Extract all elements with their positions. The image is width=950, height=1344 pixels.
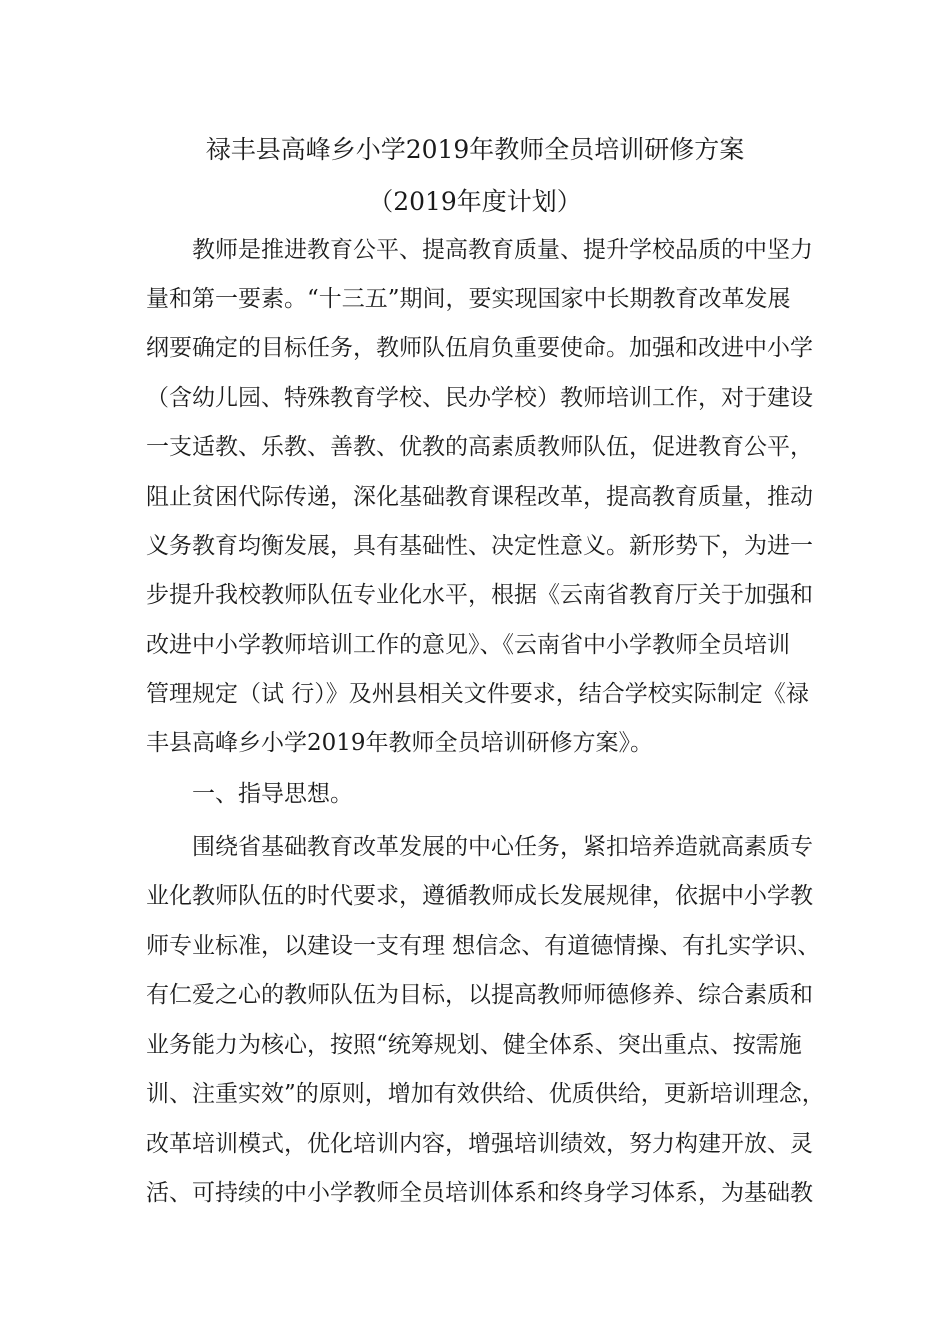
paragraph-line: 义务教育均衡发展，具有基础性、决定性意义。新形势下，为进一 [146, 533, 813, 559]
paragraph-line: 改进中小学教师培训工作的意见》、《云南省中小学教师全员培训 [146, 632, 790, 658]
paragraph-line: 阻止贫困代际传递，深化基础教育课程改革，提高教育质量，推动 [146, 484, 813, 510]
paragraph-line: 改革培训模式，优化培训内容，增强培训绩效，努力构建开放、灵 [146, 1131, 813, 1157]
paragraph-line: 围绕省基础教育改革发展的中心任务，紧扣培养造就高素质专 [192, 834, 813, 860]
paragraph-line: 管理规定（试 行）》及州县相关文件要求，结合学校实际制定《禄 [146, 681, 809, 707]
paragraph-line: 步提升我校教师队伍专业化水平，根据《云南省教育厅关于加强和 [146, 582, 813, 608]
paragraph-line: 一支适教、乐教、善教、优教的高素质教师队伍，促进教育公平， [146, 434, 813, 460]
paragraph-line: 纲要确定的目标任务，教师队伍肩负重要使命。加强和改进中小学 [146, 335, 813, 361]
paragraph-line: 量和第一要素。“十三五”期间，要实现国家中长期教育改革发展 [146, 286, 791, 312]
paragraph-line: 业务能力为核心，按照“统筹规划、健全体系、突出重点、按需施 [146, 1032, 802, 1058]
paragraph-line: （含幼儿园、特殊教育学校、民办学校）教师培训工作，对于建设 [146, 385, 813, 411]
document-title: 禄丰县高峰乡小学2019年教师全员培训研修方案 [205, 135, 745, 164]
paragraph-line: 活、可持续的中小学教师全员培训体系和终身学习体系，为基础教 [146, 1180, 813, 1206]
paragraph-line: 丰县高峰乡小学2019年教师全员培训研修方案》。 [146, 730, 654, 756]
paragraph-line: 有仁爱之心的教师队伍为目标，以提高教师师德修养、综合素质和 [146, 982, 813, 1008]
paragraph-line: 师专业标准，以建设一支有理 想信念、有道德情操、有扎实学识、 [146, 933, 821, 959]
document-subtitle: （2019年度计划） [368, 187, 582, 216]
paragraph-line: 训、注重实效”的原则，增加有效供给、优质供给，更新培训理念， [146, 1081, 825, 1107]
paragraph-line: 教师是推进教育公平、提高教育质量、提升学校品质的中坚力 [192, 237, 813, 263]
section-heading: 一、指导思想。 [192, 781, 353, 807]
paragraph-line: 业化教师队伍的时代要求，遵循教师成长发展规律，依据中小学教 [146, 883, 813, 909]
